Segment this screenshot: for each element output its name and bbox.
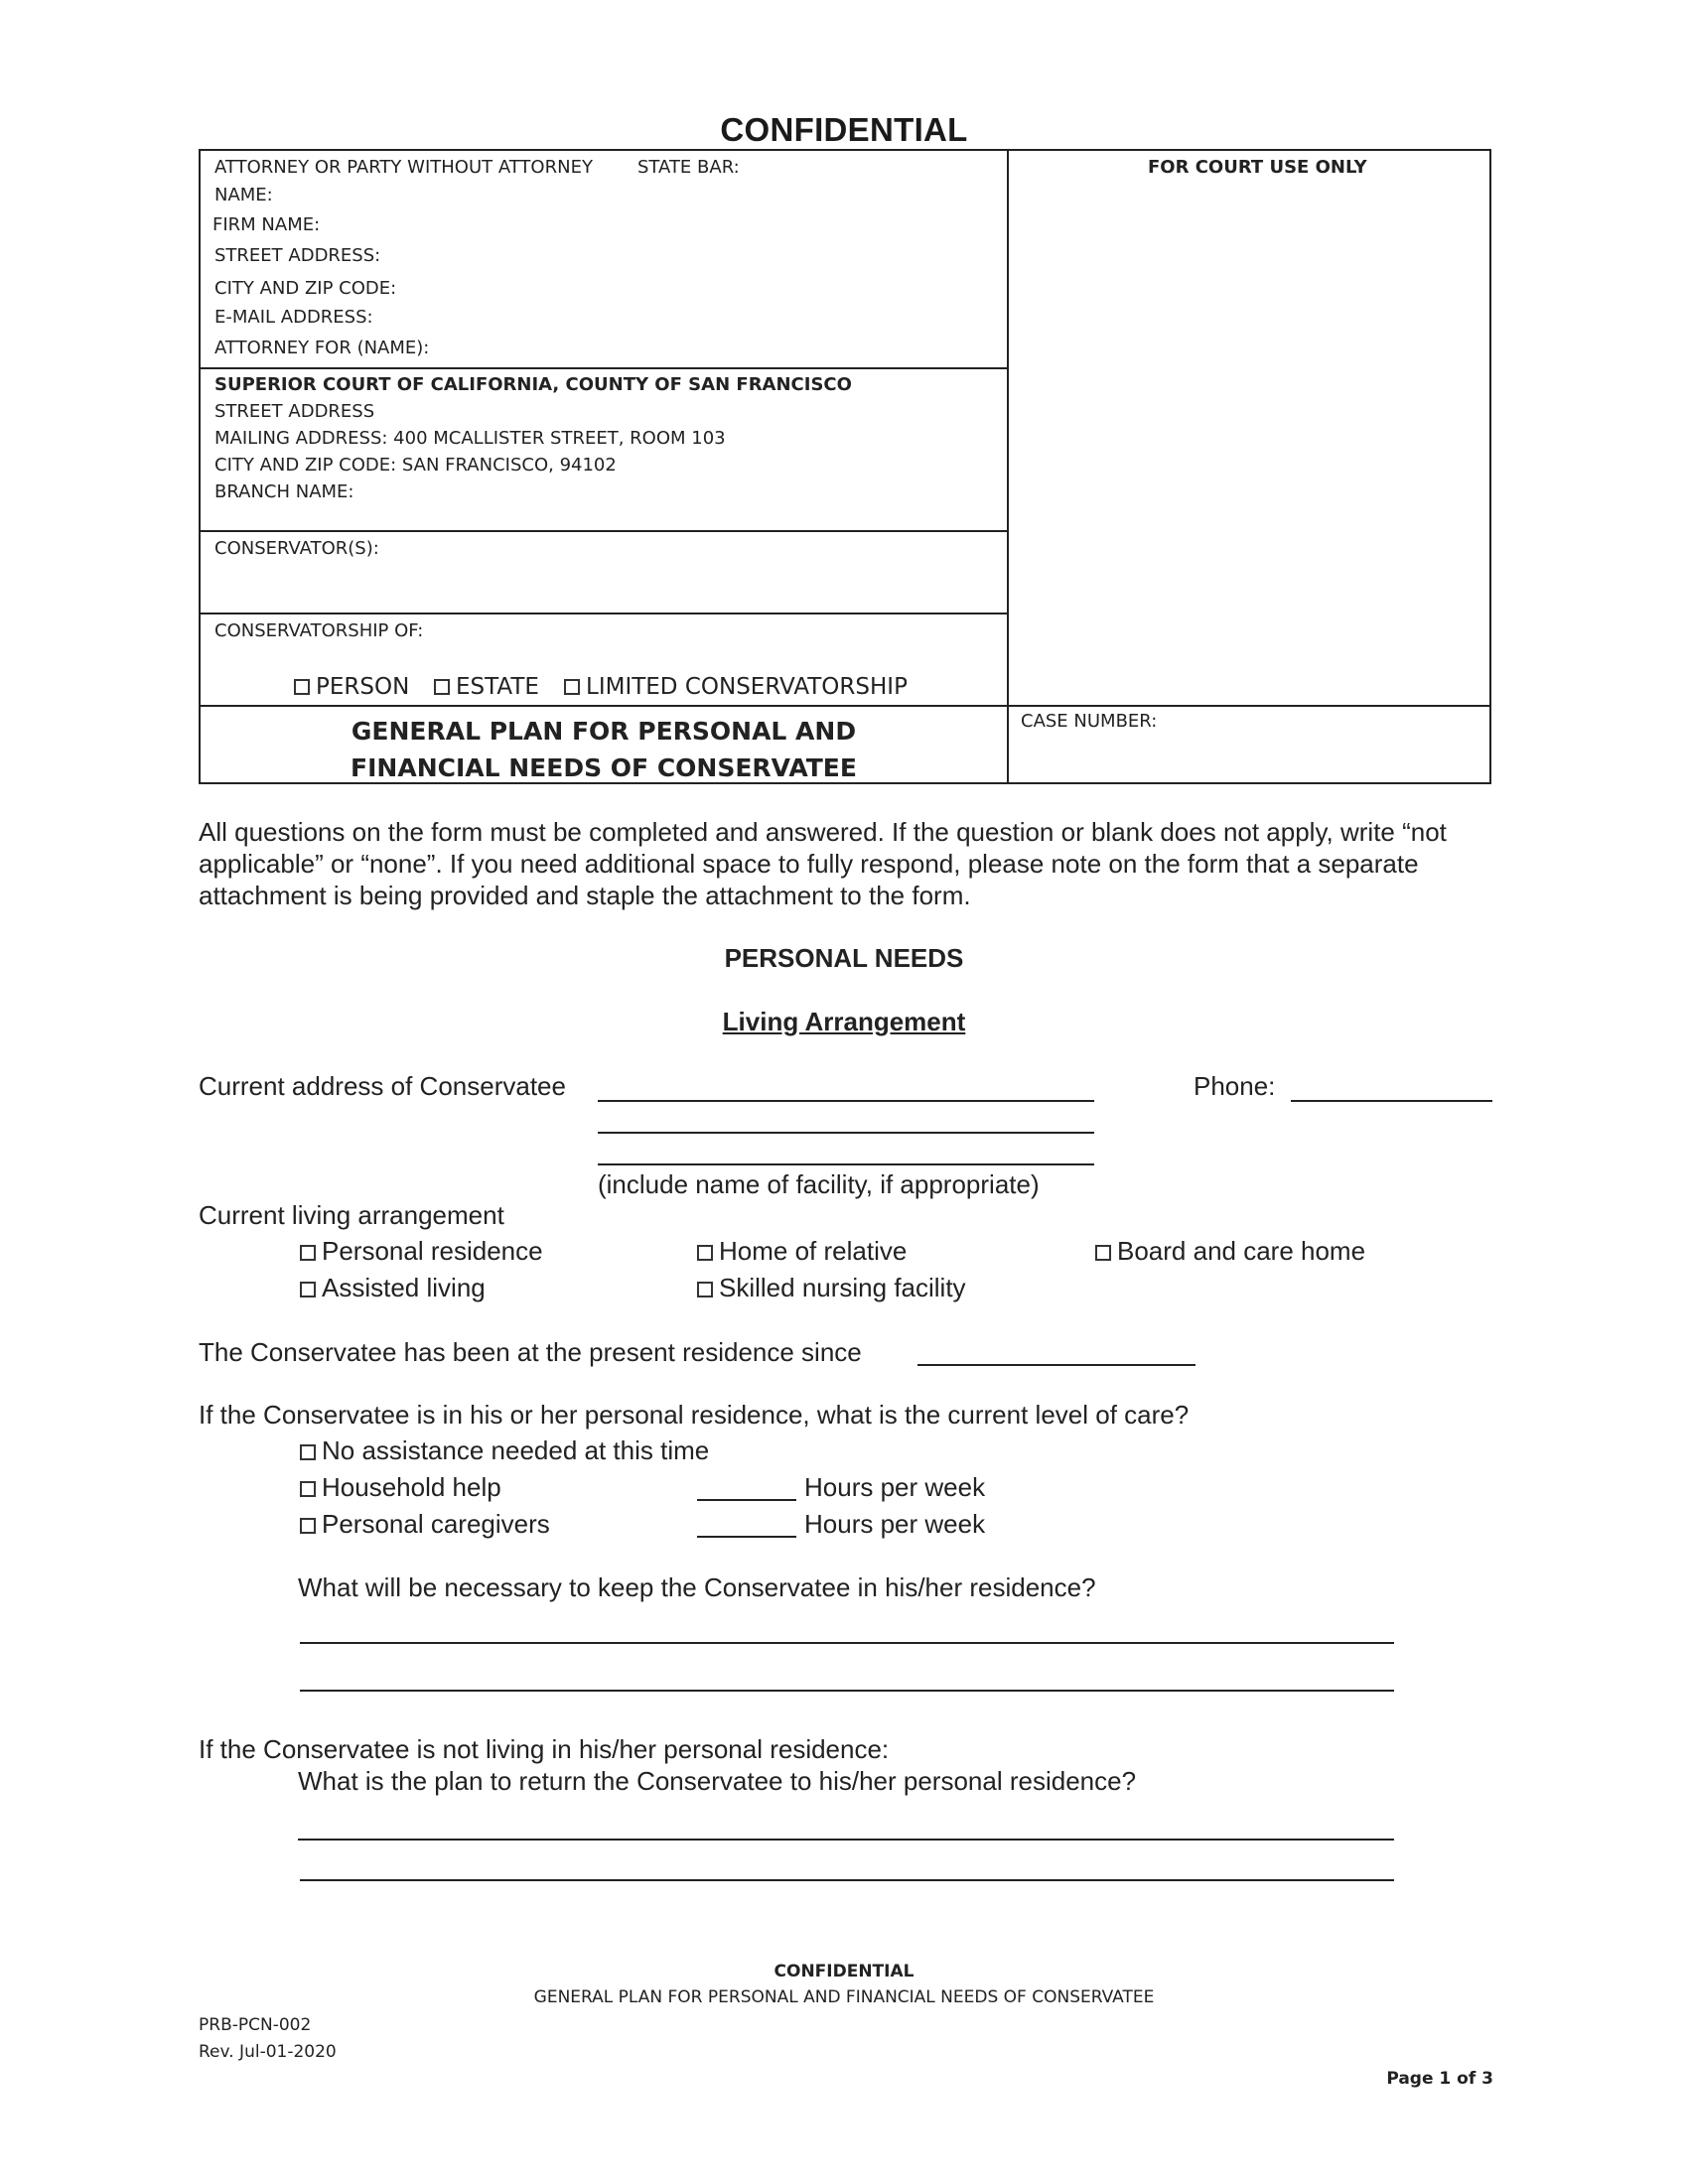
checkbox-icon[interactable] bbox=[434, 679, 450, 695]
keep-residence-line-2[interactable] bbox=[300, 1690, 1394, 1692]
attorney-for-label: ATTORNEY FOR (NAME): bbox=[214, 338, 430, 358]
caption-divider bbox=[1007, 151, 1009, 782]
option-estate[interactable]: ESTATE bbox=[434, 674, 539, 700]
checkbox-icon[interactable] bbox=[300, 1245, 316, 1261]
court-city-zip: CITY AND ZIP CODE: SAN FRANCISCO, 94102 bbox=[214, 455, 617, 476]
checkbox-icon[interactable] bbox=[300, 1444, 316, 1460]
court-street: STREET ADDRESS bbox=[214, 401, 375, 422]
court-use-label: FOR COURT USE ONLY bbox=[1148, 157, 1367, 178]
checkbox-icon[interactable] bbox=[300, 1282, 316, 1297]
care-question: If the Conservatee is in his or her personal residence, what is the current level of care? bbox=[199, 1400, 1190, 1430]
address-line-1[interactable] bbox=[598, 1100, 1094, 1102]
form-title-line2: FINANCIAL NEEDS OF CONSERVATEE bbox=[351, 753, 857, 782]
return-plan-line-2[interactable] bbox=[300, 1879, 1394, 1881]
option-board-and-care-home[interactable]: Board and care home bbox=[1095, 1236, 1365, 1267]
option-personal-caregivers[interactable]: Personal caregivers bbox=[300, 1509, 550, 1540]
footer-form-name: GENERAL PLAN FOR PERSONAL AND FINANCIAL NEEDS OF CONSERVATEE bbox=[533, 1987, 1155, 2007]
footer-confidential: CONFIDENTIAL bbox=[774, 1962, 914, 1981]
address-line-3[interactable] bbox=[598, 1163, 1094, 1165]
court-mailing-address: MAILING ADDRESS: 400 MCALLISTER STREET, ROOM 103 bbox=[214, 428, 726, 449]
firm-name-label: FIRM NAME: bbox=[212, 214, 321, 235]
checkbox-icon[interactable] bbox=[294, 679, 310, 695]
return-plan-line-1[interactable] bbox=[298, 1839, 1394, 1841]
page-title: CONFIDENTIAL bbox=[720, 111, 968, 148]
caption-rule bbox=[201, 367, 1007, 369]
subsection-title: Living Arrangement bbox=[722, 1007, 966, 1036]
household-hours-line[interactable] bbox=[697, 1499, 796, 1501]
attorney-label: ATTORNEY OR PARTY WITHOUT ATTORNEY bbox=[214, 157, 593, 178]
checkbox-icon[interactable] bbox=[697, 1282, 713, 1297]
caption-rule bbox=[201, 530, 1007, 532]
caregiver-hours-label: Hours per week bbox=[804, 1509, 986, 1539]
option-home-of-relative[interactable]: Home of relative bbox=[697, 1236, 907, 1267]
phone-label: Phone: bbox=[1194, 1071, 1276, 1101]
phone-line[interactable] bbox=[1291, 1100, 1492, 1102]
section-title: PERSONAL NEEDS bbox=[724, 943, 964, 973]
residence-since-line[interactable] bbox=[917, 1364, 1196, 1366]
caption-box bbox=[199, 149, 1491, 784]
address-line-2[interactable] bbox=[598, 1132, 1094, 1134]
address-label: Current address of Conservatee bbox=[199, 1071, 566, 1101]
state-bar-label: STATE BAR: bbox=[637, 157, 740, 178]
court-branch: BRANCH NAME: bbox=[214, 481, 354, 502]
name-label: NAME: bbox=[214, 185, 273, 205]
household-hours-label: Hours per week bbox=[804, 1472, 986, 1502]
caption-rule bbox=[201, 613, 1007, 614]
living-arrangement-label: Current living arrangement bbox=[199, 1200, 504, 1230]
checkbox-icon[interactable] bbox=[300, 1518, 316, 1534]
address-note: (include name of facility, if appropriate) bbox=[598, 1169, 1040, 1199]
case-number-label: CASE NUMBER: bbox=[1021, 711, 1158, 732]
keep-residence-question: What will be necessary to keep the Conservatee in his/her residence? bbox=[298, 1572, 1096, 1602]
court-name: SUPERIOR COURT OF CALIFORNIA, COUNTY OF SAN FRANCISCO bbox=[214, 374, 852, 395]
option-household-help[interactable]: Household help bbox=[300, 1472, 501, 1503]
form-code: PRB-PCN-002 bbox=[199, 2015, 312, 2035]
option-assisted-living[interactable]: Assisted living bbox=[300, 1273, 486, 1303]
checkbox-icon[interactable] bbox=[300, 1481, 316, 1497]
option-no-assistance[interactable]: No assistance needed at this time bbox=[300, 1435, 709, 1466]
residence-since-label: The Conservatee has been at the present residence since bbox=[199, 1337, 862, 1367]
not-living-intro: If the Conservatee is not living in his/her personal residence: bbox=[199, 1734, 890, 1764]
caregiver-hours-line[interactable] bbox=[697, 1536, 796, 1538]
form-revision: Rev. Jul-01-2020 bbox=[199, 2042, 337, 2062]
return-plan-question: What is the plan to return the Conservatee to his/her personal residence? bbox=[298, 1766, 1137, 1796]
conservatorship-of-label: CONSERVATORSHIP OF: bbox=[214, 620, 424, 641]
page-number: Page 1 of 3 bbox=[1386, 2069, 1493, 2089]
email-label: E-MAIL ADDRESS: bbox=[214, 307, 373, 328]
street-address-label: STREET ADDRESS: bbox=[214, 245, 381, 266]
checkbox-icon[interactable] bbox=[564, 679, 580, 695]
conservators-label: CONSERVATOR(S): bbox=[214, 538, 379, 559]
option-limited-conservatorship[interactable]: LIMITED CONSERVATORSHIP bbox=[564, 674, 908, 700]
option-skilled-nursing-facility[interactable]: Skilled nursing facility bbox=[697, 1273, 966, 1303]
option-personal-residence[interactable]: Personal residence bbox=[300, 1236, 543, 1267]
keep-residence-line-1[interactable] bbox=[300, 1642, 1394, 1644]
option-person[interactable]: PERSON bbox=[294, 674, 409, 700]
city-zip-label: CITY AND ZIP CODE: bbox=[214, 278, 397, 299]
checkbox-icon[interactable] bbox=[697, 1245, 713, 1261]
form-title-line1: GENERAL PLAN FOR PERSONAL AND bbox=[351, 717, 857, 746]
instructions: All questions on the form must be completed and answered. If the question or blank does not apply, write “not applicable” or “none”. If you need additional space to fully respond, please note on the form that a separate attachment is being provided and staple the attachment to the form. bbox=[199, 817, 1447, 910]
caption-rule bbox=[201, 705, 1489, 707]
checkbox-icon[interactable] bbox=[1095, 1245, 1111, 1261]
